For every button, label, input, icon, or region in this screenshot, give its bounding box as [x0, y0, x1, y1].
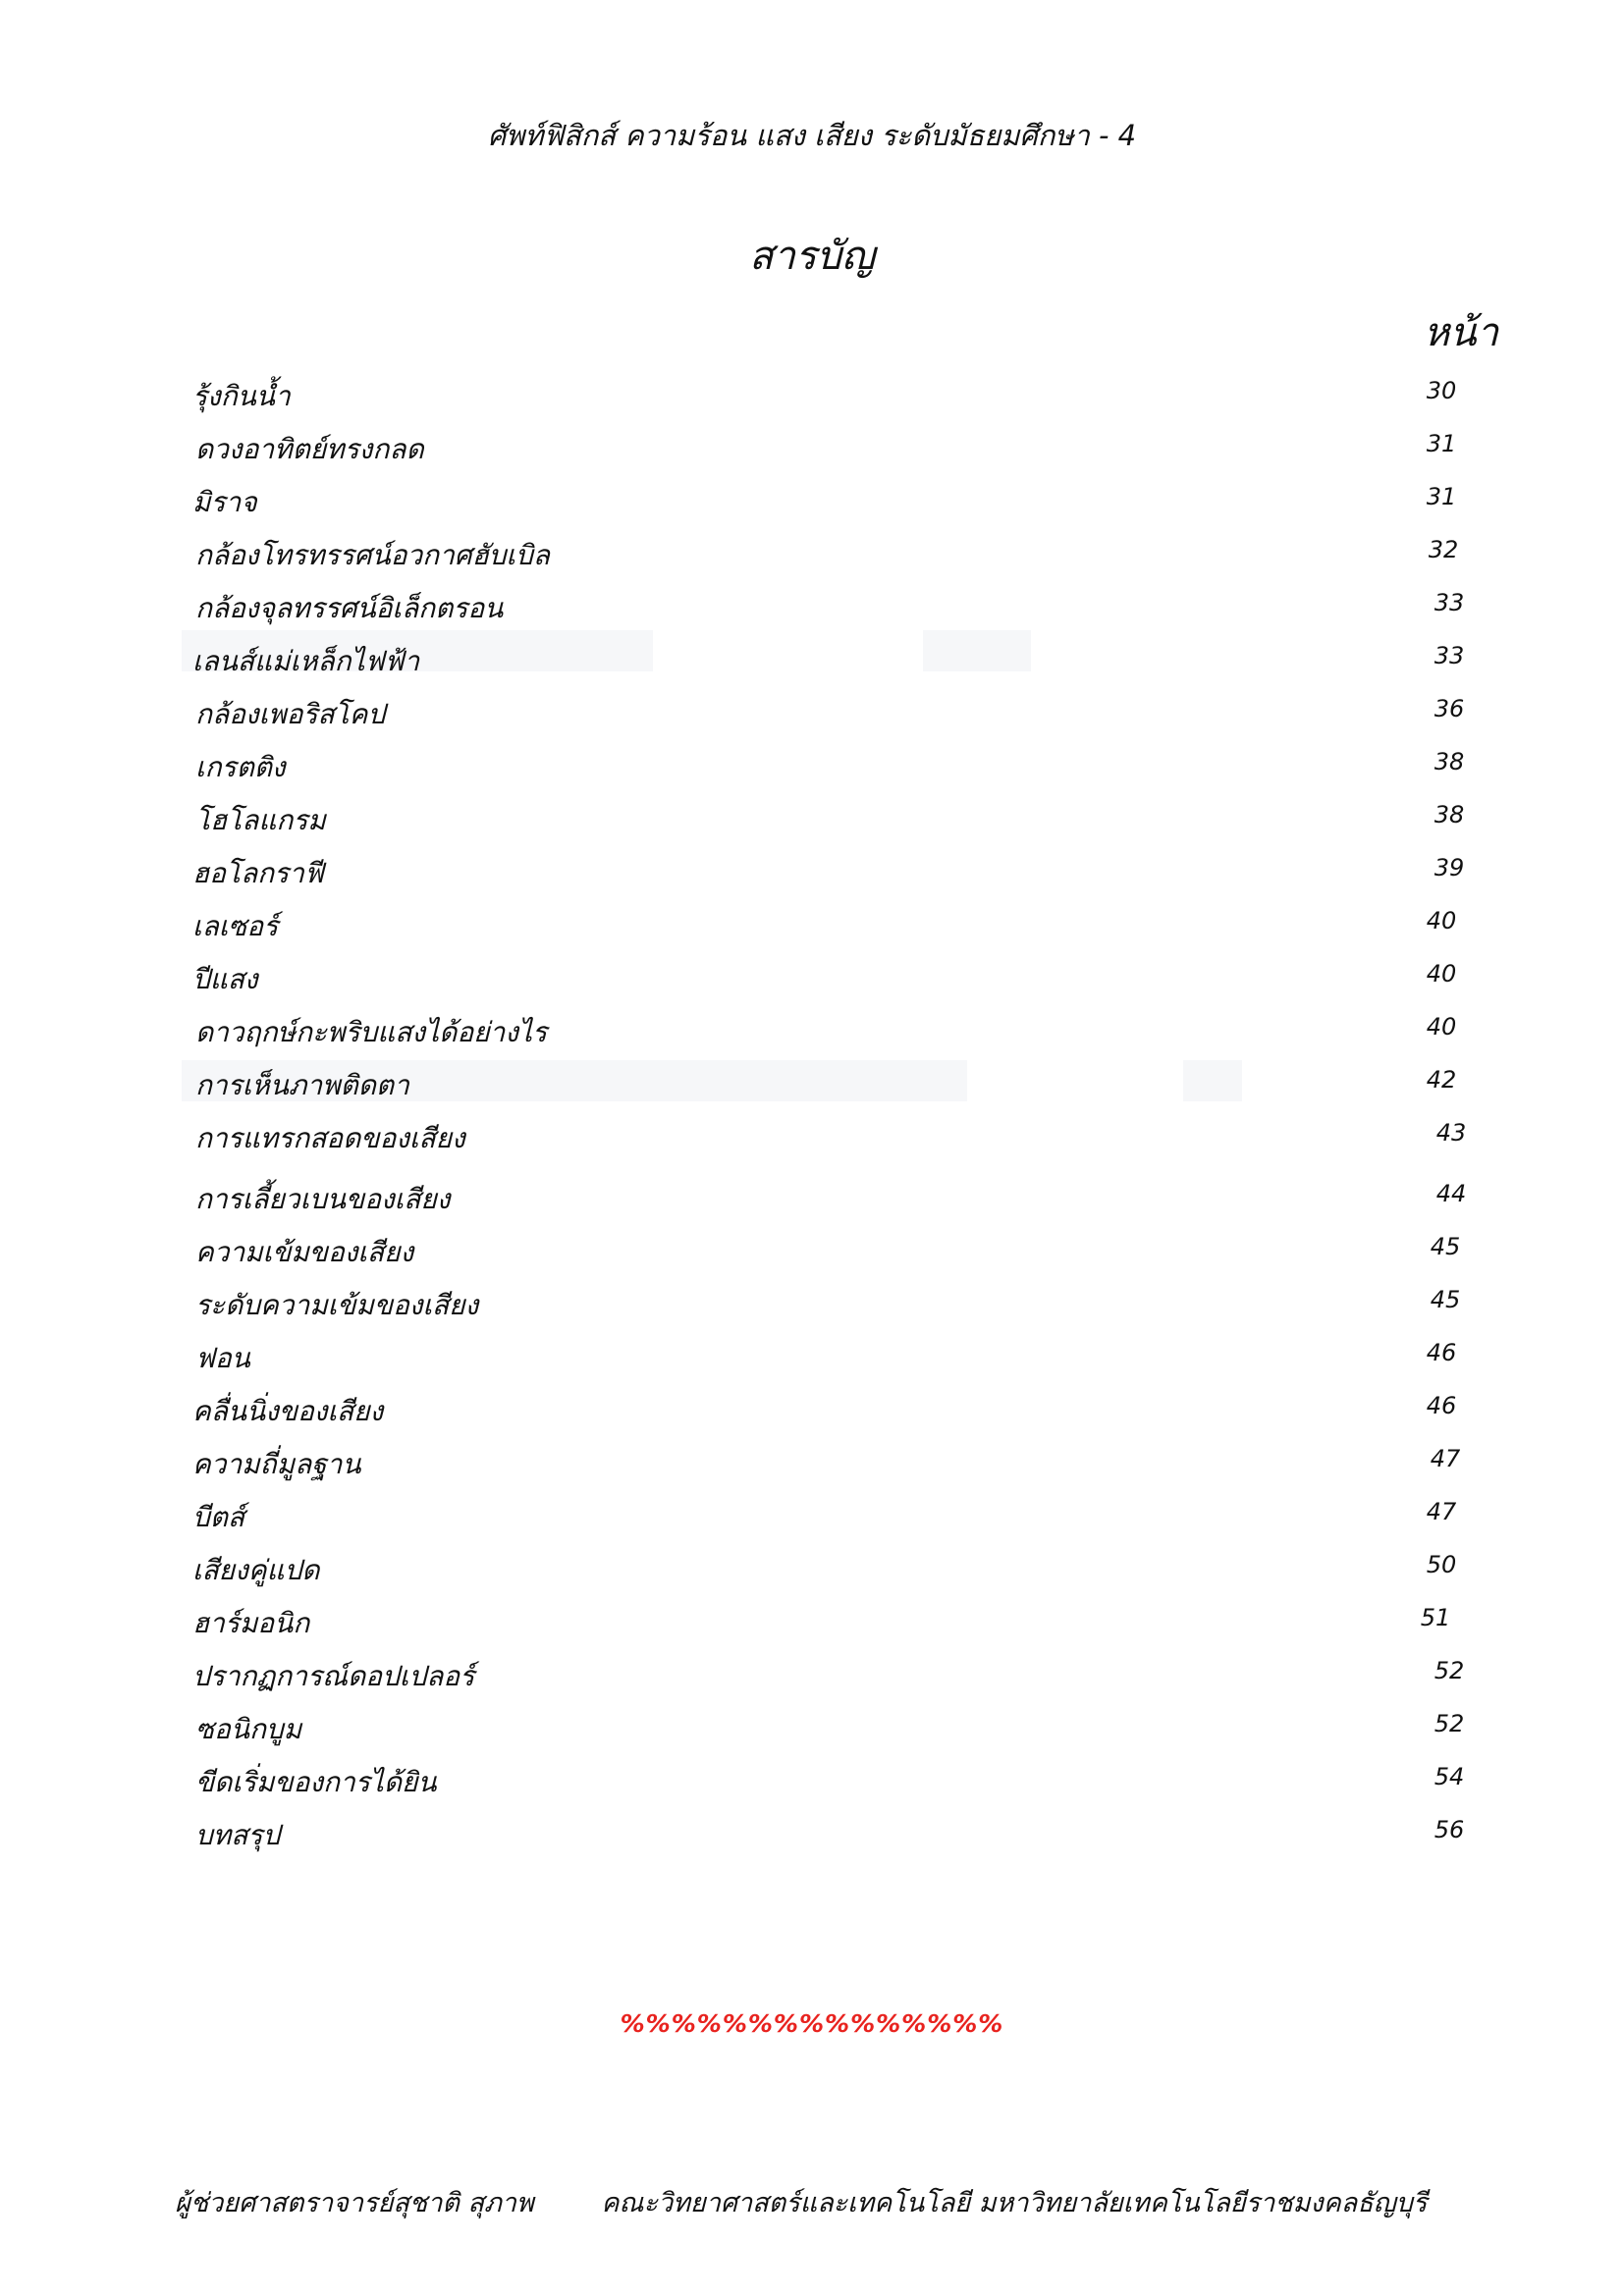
- toc-entry-topic: ระดับความเข้มของเสียง: [195, 1289, 479, 1321]
- toc-entry-page: 36: [1434, 695, 1465, 722]
- footer-author: ผู้ช่วยศาสตราจารย์สุชาติ สุภาพ: [175, 2188, 534, 2218]
- toc-entry: [0, 640, 1624, 679]
- toc-entry-topic: ความถี่มูลฐาน: [192, 1448, 361, 1480]
- toc-entry-topic: กล้องเพอริสโคป: [195, 698, 386, 730]
- toc-entry-page: 32: [1428, 536, 1459, 563]
- toc-entry-page: 38: [1434, 801, 1465, 828]
- toc-entry: [0, 1761, 1624, 1800]
- toc-entry-page: 51: [1420, 1604, 1451, 1631]
- toc-entry: [0, 1231, 1624, 1270]
- toc-entry-topic: การเลี้ยวเบนของเสียง: [195, 1183, 451, 1215]
- toc-entry-topic: การเห็นภาพติดตา: [195, 1069, 409, 1101]
- toc-entry-page: 46: [1426, 1392, 1457, 1419]
- toc-entry: [0, 1011, 1624, 1050]
- toc-entry: [0, 1496, 1624, 1535]
- toc-entry: [0, 481, 1624, 520]
- toc-entry-page: 47: [1430, 1445, 1461, 1472]
- toc-entry: [0, 1602, 1624, 1641]
- toc-entry-topic: บทสรุป: [195, 1819, 281, 1851]
- toc-entry: [0, 1549, 1624, 1588]
- toc-entry: [0, 799, 1624, 838]
- toc-entry-topic: กล้องจุลทรรศน์อิเล็กตรอน: [195, 592, 504, 624]
- toc-entry-page: 38: [1434, 748, 1465, 775]
- toc-entry-page: 56: [1434, 1816, 1465, 1843]
- toc-entry-page: 31: [1426, 430, 1457, 457]
- toc-entry-page: 47: [1426, 1498, 1457, 1525]
- toc-entry-page: 52: [1434, 1657, 1465, 1684]
- toc-entry-page: 52: [1434, 1710, 1465, 1737]
- toc-entry: [0, 534, 1624, 573]
- toc-entry-page: 31: [1426, 483, 1457, 510]
- page-title: สารบัญ: [749, 234, 875, 279]
- toc-entry: [0, 1814, 1624, 1853]
- toc-entry-topic: ฮอโลกราฟี: [192, 857, 324, 889]
- running-header: ศัพท์ฟิสิกส์ ความร้อน แสง เสียง ระดับมัธยมศึกษา - 4: [487, 119, 1137, 152]
- page-column-label: หน้า: [1423, 310, 1499, 355]
- toc-entry-topic: เลเซอร์: [192, 910, 279, 942]
- toc-entry: [0, 905, 1624, 944]
- section-separator: %%%%%%%%%%%%%%%: [620, 2009, 1004, 2038]
- toc-entry: [0, 1337, 1624, 1376]
- toc-entry-page: 30: [1426, 377, 1457, 404]
- toc-entry: [0, 375, 1624, 414]
- toc-entry-page: 46: [1426, 1339, 1457, 1366]
- toc-entry-page: 40: [1426, 1013, 1457, 1041]
- toc-entry-topic: ฮาร์มอนิก: [192, 1607, 310, 1639]
- toc-entry-topic: ปีแสง: [192, 963, 258, 995]
- toc-entry: [0, 587, 1624, 626]
- toc-entry: [0, 693, 1624, 732]
- toc-entry-page: 40: [1426, 907, 1457, 934]
- toc-entry-page: 45: [1430, 1286, 1461, 1313]
- toc-entry-page: 50: [1426, 1551, 1457, 1578]
- toc-entry-topic: ฟอน: [195, 1342, 250, 1374]
- toc-entry-topic: ซอนิกบูม: [195, 1713, 302, 1745]
- toc-entry-topic: โฮโลแกรม: [195, 804, 326, 836]
- toc-entry-page: 45: [1430, 1233, 1461, 1260]
- toc-entry-topic: ดวงอาทิตย์ทรงกลด: [195, 433, 424, 465]
- toc-entry-page: 42: [1426, 1066, 1457, 1094]
- toc-entry: [0, 428, 1624, 467]
- toc-entry: [0, 746, 1624, 785]
- toc-entry-topic: ความเข้มของเสียง: [195, 1236, 414, 1268]
- toc-entry: [0, 1064, 1624, 1103]
- toc-entry: [0, 1443, 1624, 1482]
- toc-entry: [0, 1117, 1624, 1156]
- footer-affiliation: คณะวิทยาศาสตร์และเทคโนโลยี มหาวิทยาลัยเทคโนโลยีราชมงคลธัญบุรี: [601, 2188, 1428, 2218]
- toc-entry-topic: บีตส์: [192, 1501, 245, 1533]
- toc-entry-topic: มิราจ: [192, 486, 257, 518]
- toc-entry-topic: เสียงคู่แปด: [192, 1554, 320, 1586]
- toc-entry: [0, 1284, 1624, 1323]
- toc-entry-topic: เกรตติง: [195, 751, 286, 783]
- toc-entry-page: 40: [1426, 960, 1457, 988]
- toc-entry-topic: เลนส์แม่เหล็กไฟฟ้า: [192, 645, 420, 677]
- toc-entry-topic: คลื่นนิ่งของเสียง: [192, 1395, 384, 1427]
- toc-entry-topic: รุ้งกินน้ำ: [192, 380, 291, 412]
- toc-entry: [0, 1708, 1624, 1747]
- toc-entry-page: 43: [1435, 1119, 1467, 1147]
- toc-entry-topic: ดาวฤกษ์กะพริบแสงได้อย่างไร: [195, 1016, 548, 1048]
- toc-entry-page: 33: [1434, 642, 1465, 669]
- toc-entry-page: 39: [1434, 854, 1465, 881]
- toc-entry: [0, 958, 1624, 997]
- toc-entry-topic: ขีดเริ่มของการได้ยิน: [195, 1766, 437, 1798]
- toc-entry-page: 54: [1434, 1763, 1465, 1790]
- toc-entry-topic: ปรากฏการณ์ดอปเปลอร์: [192, 1660, 475, 1692]
- toc-entry: [0, 1178, 1624, 1217]
- toc-entry-topic: กล้องโทรทรรศน์อวกาศฮับเบิล: [195, 539, 550, 571]
- toc-entry-topic: การแทรกสอดของเสียง: [195, 1122, 465, 1154]
- toc-entry-page: 44: [1435, 1180, 1467, 1207]
- toc-entry: [0, 1390, 1624, 1429]
- toc-entry: [0, 852, 1624, 891]
- footer: [175, 2181, 1451, 2223]
- toc-entry-page: 33: [1434, 589, 1465, 616]
- toc-entry: [0, 1655, 1624, 1694]
